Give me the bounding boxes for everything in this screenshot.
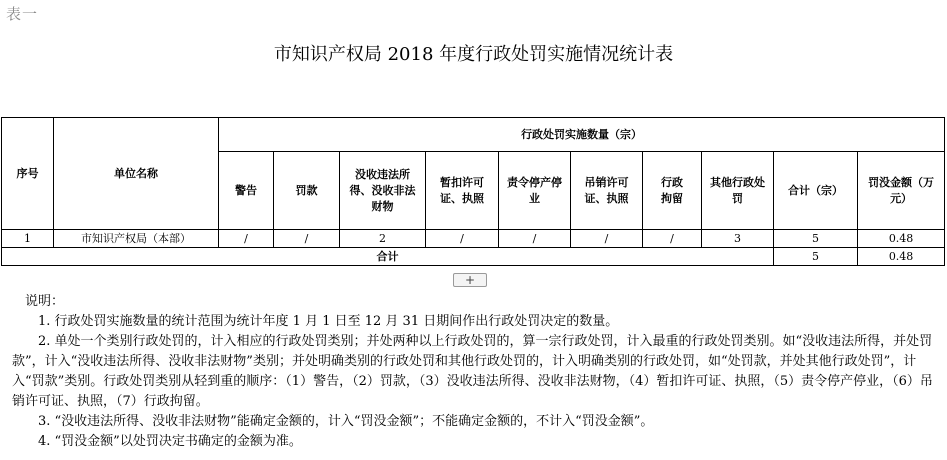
header-other-penalty: 其他行政处罚 [702, 152, 774, 230]
row-other-penalty: 3 [702, 230, 774, 248]
note-item-4: 4. “罚没金额”以处罚决定书确定的金额为准。 [38, 434, 302, 449]
header-penalty-count-group: 行政处罚实施数量（宗） [219, 118, 945, 152]
header-unit-name: 单位名称 [54, 118, 219, 230]
header-license-suspension: 暂扣许可证、执照 [426, 152, 499, 230]
table-total-row [2, 248, 945, 266]
row-license-revocation: / [571, 230, 643, 248]
notes-heading: 说明： [25, 294, 65, 309]
header-seq: 序号 [2, 118, 54, 230]
header-total-count: 合计（宗） [774, 152, 858, 230]
row-amount: 0.48 [858, 230, 945, 248]
statistics-table [1, 117, 945, 266]
sheet-label: 表一 [6, 5, 39, 23]
total-amount: 0.48 [858, 248, 945, 266]
note-item-2: 2. 单处一个类别行政处罚的，计入相应的行政处罚类别；并处两种以上行政处罚的，算一宗行政处罚，计入最重的行政处罚类别。如“没收违法所得，并处罚款”，计入“没收违法所得、没收非法财物”类别；并处明确类别的行政处罚和其他行政处罚的，计入明确类别的行政处罚，如“处罚款，并处其他行政处罚”，计入“罚款”类别。行政处罚类别从轻到重的顺序：（1）警告，（2）罚款，（3）没收违法所得、没收非法财物，（4）暂扣许可证、执照，（5）责令停产停业，（6）吊销许可证、执照，（7）行政拘留。 [12, 334, 933, 409]
header-warning: 警告 [219, 152, 274, 230]
table-row [2, 230, 945, 248]
note-item-3: 3. “没收违法所得、没收非法财物”能确定金额的，计入“罚没金额”；不能确定金额的，不计入“罚没金额”。 [38, 414, 654, 429]
note-item-1: 1. 行政处罚实施数量的统计范围为统计年度 1 月 1 日至 12 月 31 日期间作出行政处罚决定的数量。 [38, 314, 619, 329]
row-license-suspension: / [426, 230, 499, 248]
notes-section [12, 292, 940, 452]
header-detention: 行政拘留 [643, 152, 702, 230]
row-production-suspension: / [499, 230, 571, 248]
total-label: 合计 [2, 248, 774, 266]
row-warning: / [219, 230, 274, 248]
row-total-count: 5 [774, 230, 858, 248]
header-confiscation: 没收违法所得、没收非法财物 [340, 152, 426, 230]
header-license-revocation: 吊销许可证、执照 [571, 152, 643, 230]
total-count: 5 [774, 248, 858, 266]
row-fine: / [274, 230, 340, 248]
header-fine: 罚款 [274, 152, 340, 230]
row-confiscation: 2 [340, 230, 426, 248]
page-title: 市知识产权局 2018 年度行政处罚实施情况统计表 [273, 44, 674, 65]
header-production-suspension: 责令停产停业 [499, 152, 571, 230]
row-seq: 1 [2, 230, 54, 248]
row-detention: / [643, 230, 702, 248]
header-amount: 罚没金额（万元） [858, 152, 945, 230]
expand-button[interactable]: + [453, 273, 487, 287]
row-unit-name: 市知识产权局（本部） [54, 230, 219, 248]
